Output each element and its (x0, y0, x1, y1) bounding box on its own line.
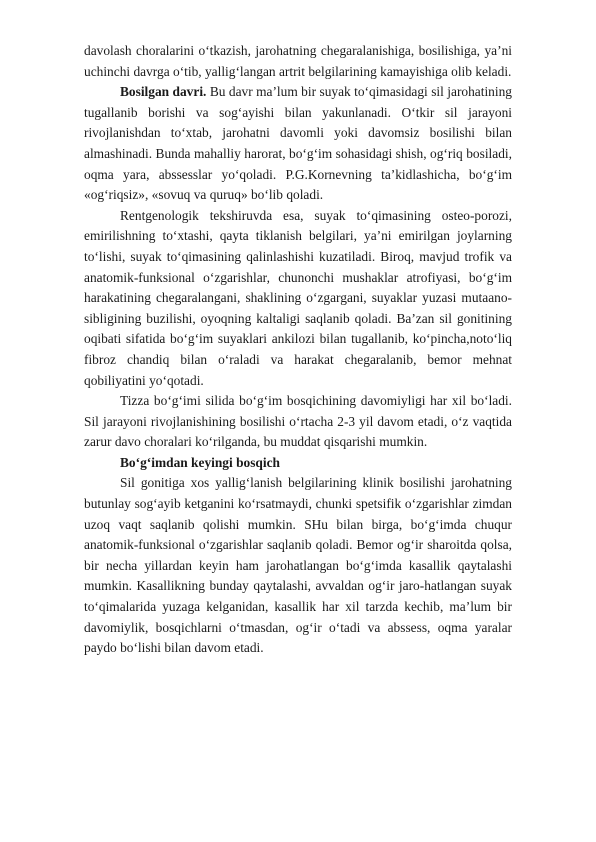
paragraph-remission-stage (84, 82, 512, 206)
paragraph-body: Bu davr ma’lum bir suyak to‘qimasidagi sil jarohatining tugallanib borishi va sog‘ayishi bilan yakunlanadi. O‘tkir sil jarayoni rivojlanishdan to‘xtab, jarohatni davomli yoki davomsiz bosilishi bilan almashinadi. Bunda mahalliy harorat, bo‘g‘im sohasidagi shish, og‘riq bosiladi, oqma yara, abssesslar yo‘qoladi. P.G.Kornevning ta’kidlashicha, bo‘g‘im «og‘riqsiz», «sovuq va quruq» bo‘lib qoladi. (84, 84, 512, 203)
paragraph-knee-joint: Tizza bo‘g‘imi silida bo‘g‘im bosqichining davomiyligi har xil bo‘ladi. Sil jarayoni rivojlanishining bosilishi o‘rtacha 2-3 yil davom etadi, o‘z vaqtida zarur davo choralari ko‘rilganda, bu muddat qisqarishi mumkin. (84, 393, 512, 450)
paragraph-post-joint-stage: Sil gonitiga xos yallig‘lanish belgilarining klinik bosilishi jarohatning butunlay sog‘ayib ketganini ko‘rsatmaydi, chunki spetsifik o‘zgarishlar zimdan uzoq vaqt saqlanib qolishi mumkin. SHu bilan birga, bo‘g‘imda chuqur anatomik-funksional o‘zgarishlar saqlanib qoladi. Bemor og‘ir sharoitda qolsa, bir necha yillardan keyin ham jarohatlangan bo‘g‘imda kasallik qaytalashi mumkin. Kasallikning bunday qaytalashi, avvaldan og‘ir jaro-hatlangan suyak to‘qimalarida yuzaga kelganidan, kasallik har xil tarzda kechib, ma’lum bir davomiylik, bosqichlarni o‘tmasdan, og‘ir o‘tadi va abssess, oqma yaralar paydo bo‘lishi bilan davom etadi. (84, 475, 512, 656)
paragraph-radiology: Rentgenologik tekshiruvda esa, suyak to‘qimasining osteo-porozi, emirilishning to‘xtashi, qayta tiklanish belgilari, ya’ni emirilgan joylarning to‘lishi, suyak to‘qimasining qalinlashishi kuzatiladi. Biroq, mavjud trofik va anatomik-funksional o‘zgarishlar, chunonchi mushaklar atrofiyasi, bo‘g‘im harakatining chegaralangani, shaklining o‘zgargani, suyaklar yuzasi mutaano-sibligining buzilishi, oyoqning kaltaligi saqlanib qoladi. Ba’zan sil gonitining oqibati sifatida bo‘g‘im suyaklari ankilozi bilan tugallanib, ko‘pincha,noto‘liq fibroz chandiq bilan o‘raladi va harakat chegaralanib, bemor mehnat qobiliyatini yo‘qotadi. (84, 207, 512, 388)
section-heading: Bo‘g‘imdan keyingi bosqich (120, 454, 280, 470)
paragraph-lead-heading: Bosilgan davri. (120, 84, 207, 100)
paragraph-continuation: davolash choralarini o‘tkazish, jarohatning chegaralanishiga, bosilishiga, ya’ni uchinchi davrga o‘tib, yallig‘langan artrit belgilarining kamayishiga olib keladi. (84, 43, 512, 79)
document-page (84, 41, 512, 659)
